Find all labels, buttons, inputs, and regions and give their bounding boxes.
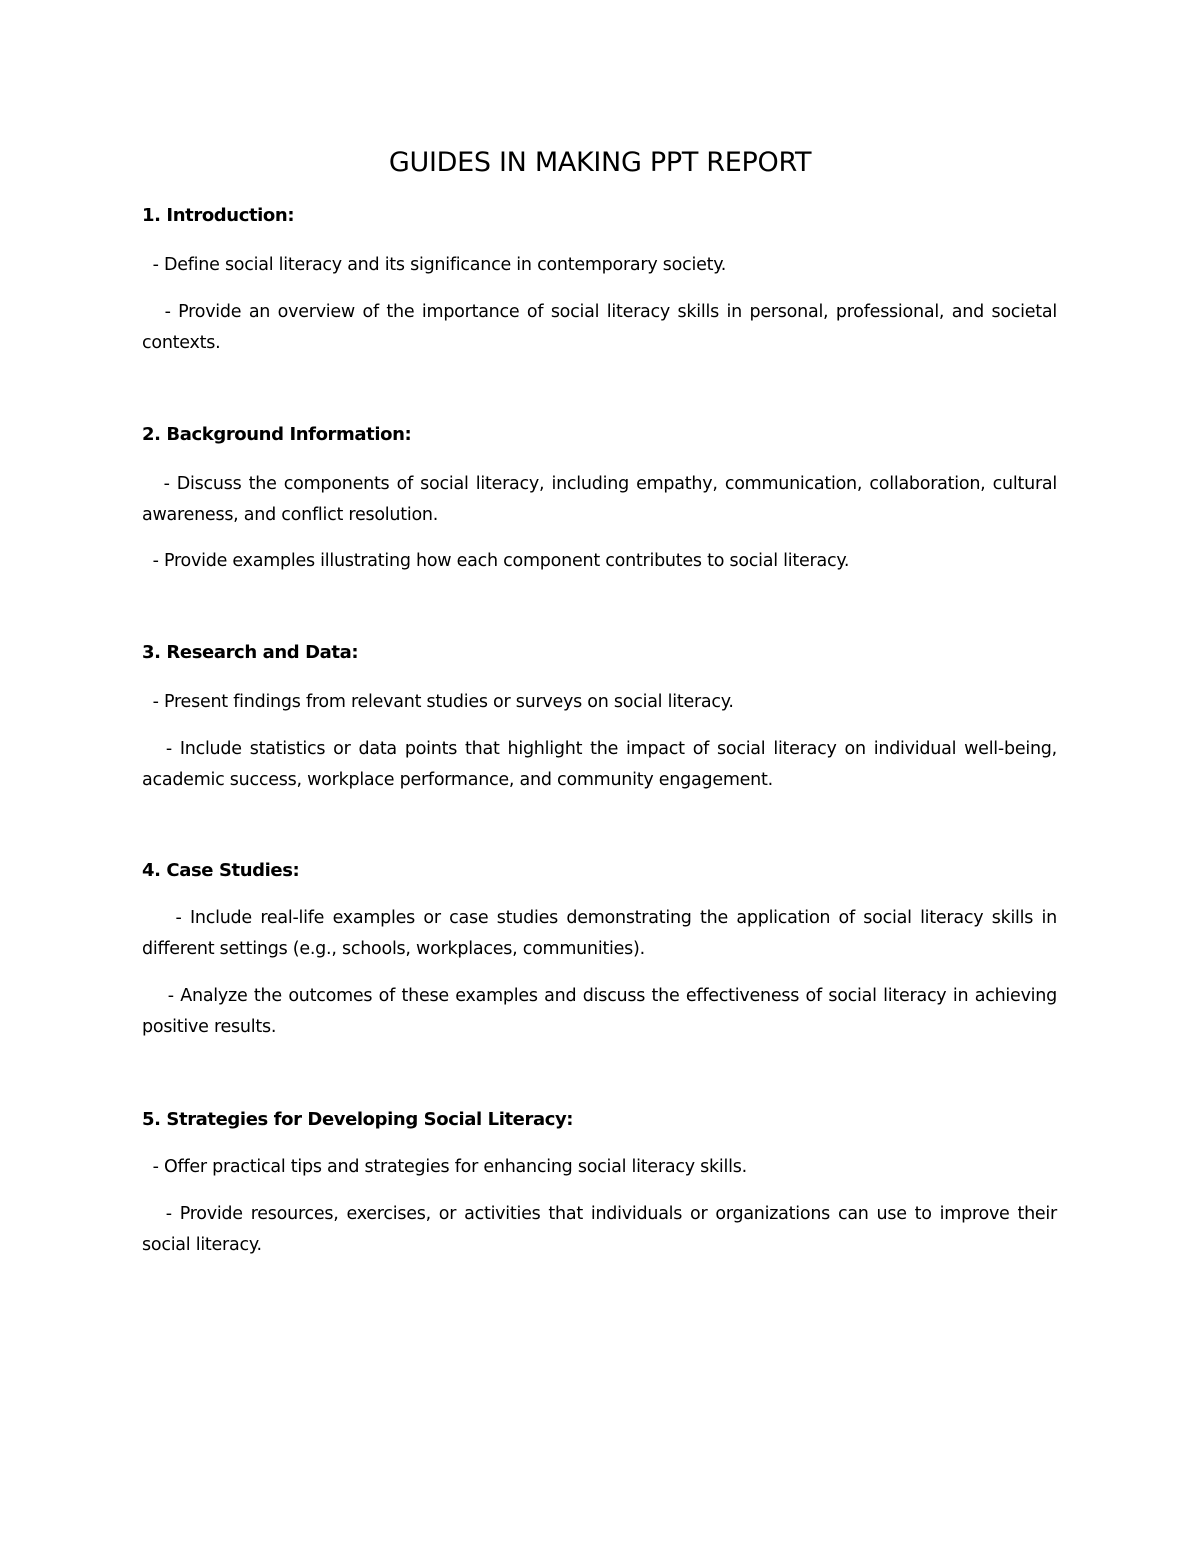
section-heading-strategies: 5. Strategies for Developing Social Literacy: [142,1109,574,1130]
section-bullet: - Offer practical tips and strategies for enhancing social literacy skills. [142,1157,747,1177]
section-bullet: - Analyze the outcomes of these examples and discuss the effectiveness of social literacy in achieving positive results. [142,986,1063,1037]
section-bullet: - Provide an overview of the importance of social literacy skills in personal, professional, and societal contexts. [142,302,1063,353]
section-bullet: - Discuss the components of social literacy, including empathy, communication, collaboration, cultural awareness, and conflict resolution. [142,474,1063,525]
section-bullet: - Include statistics or data points that highlight the impact of social literacy on individual well-being, academic success, workplace performance, and community engagement. [142,739,1063,790]
section-bullet: - Provide resources, exercises, or activities that individuals or organizations can use to improve their social literacy. [142,1204,1063,1255]
section-bullet: - Provide examples illustrating how each component contributes to social literacy. [142,551,850,571]
document-title: GUIDES IN MAKING PPT REPORT [388,147,812,178]
section-heading-case-studies: 4. Case Studies: [142,860,300,881]
section-heading-background: 2. Background Information: [142,424,412,445]
section-bullet: - Include real-life examples or case studies demonstrating the application of social literacy skills in different settings (e.g., schools, workplaces, communities). [142,908,1063,959]
section-bullet: - Define social literacy and its significance in contemporary society. [142,255,727,275]
section-heading-research: 3. Research and Data: [142,642,359,663]
section-bullet: - Present findings from relevant studies or surveys on social literacy. [142,692,734,712]
section-heading-introduction: 1. Introduction: [142,205,295,226]
